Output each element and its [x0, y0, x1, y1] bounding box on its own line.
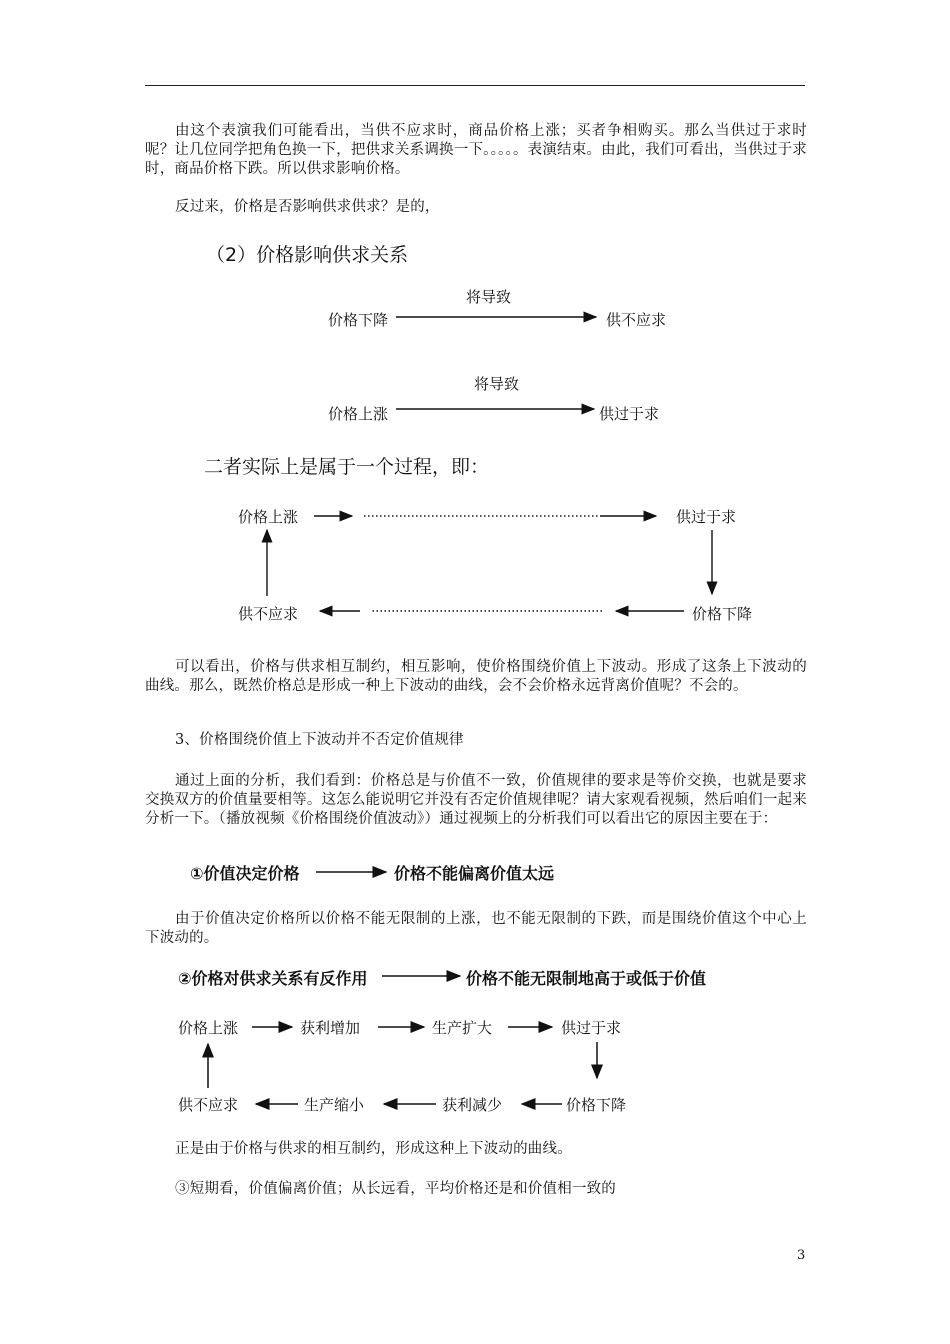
page-number: 3 — [797, 1248, 806, 1263]
row1-right-label: 供不应求 — [606, 311, 667, 329]
row1-left-label: 价格下降 — [328, 311, 389, 329]
paragraph-mutual-constraint: 可以看出，价格与供求相互制约，相互影响，使价格围绕价值上下波动。形成了这条上下波动的曲线。那么，既然价格总是形成一种上下波动的曲线，会不会价格永远背离价值呢？不会的。 — [145, 659, 807, 694]
row1-arrow-label: 将导致 — [466, 288, 512, 306]
flow-bottom-2: 生产缩小 — [304, 1096, 365, 1114]
cycle-top-right: 供过于求 — [676, 508, 737, 526]
flow-bottom-4: 价格下降 — [566, 1096, 627, 1114]
point1-left: ①价值决定价格 — [190, 864, 300, 883]
point2-right: 价格不能无限制地高于或低于价值 — [466, 969, 707, 988]
paragraph-value-determines-price: 由于价值决定价格所以价格不能无限制的上涨，也不能无限制的下跌，而是围绕价值这个中心上下波动的。 — [145, 911, 807, 946]
flow-top-1: 价格上涨 — [178, 1019, 239, 1037]
flow-top-2: 获利增加 — [300, 1019, 361, 1037]
point1-right: 价格不能偏离价值太远 — [394, 864, 555, 883]
flow-bottom-1: 供不应求 — [178, 1096, 239, 1114]
cycle-heading: 二者实际上是属于一个过程，即： — [204, 456, 490, 478]
row2-arrow-label: 将导致 — [474, 375, 520, 393]
cycle-bottom-left: 供不应求 — [238, 605, 299, 623]
point2-left: ②价格对供求关系有反作用 — [178, 969, 368, 988]
flow-top-3: 生产扩大 — [432, 1019, 493, 1037]
figure1-heading: （2）价格影响供求关系 — [206, 244, 409, 266]
cycle-bottom-right: 价格下降 — [692, 605, 753, 623]
flow-bottom-3: 获利减少 — [442, 1096, 503, 1114]
section-heading-3: 3、价格围绕价值上下波动并不否定价值规律 — [175, 732, 464, 748]
paragraph-long-term: ③短期看，价值偏离价值；从长远看，平均价格还是和价值相一致的 — [175, 1181, 616, 1197]
row2-right-label: 供过于求 — [599, 405, 660, 423]
paragraph-analysis: 通过上面的分析，我们看到：价格总是与价值不一致，价值规律的要求是等价交换，也就是要求交换双方的价值量要相等。这怎么能说明它并没有否定价值规律呢？请大家观看视频，然后咱们一起来分析一下。（播放视频《价格围绕价值波动》）通过视频上的分析我们可以看出它的原因主要在于： — [145, 773, 807, 827]
row2-left-label: 价格上涨 — [328, 405, 389, 423]
paragraph-supply-affects-price: 由这个表演我们可能看出，当供不应求时，商品价格上涨；买者争相购买。那么当供过于求时呢？让几位同学把角色换一下，把供求关系调换一下。。。。。表演结束。由此，我们可看出，当供过于求时，商品价格下跌。所以供求影响价格。 — [145, 123, 807, 177]
paragraph-conclusion: 正是由于价格与供求的相互制约，形成这种上下波动的曲线。 — [175, 1141, 572, 1157]
paragraph-price-affects-supply: 反过来，价格是否影响供求供求？是的， — [175, 199, 440, 215]
cycle-top-left: 价格上涨 — [238, 508, 299, 526]
flow-top-4: 供过于求 — [561, 1019, 622, 1037]
